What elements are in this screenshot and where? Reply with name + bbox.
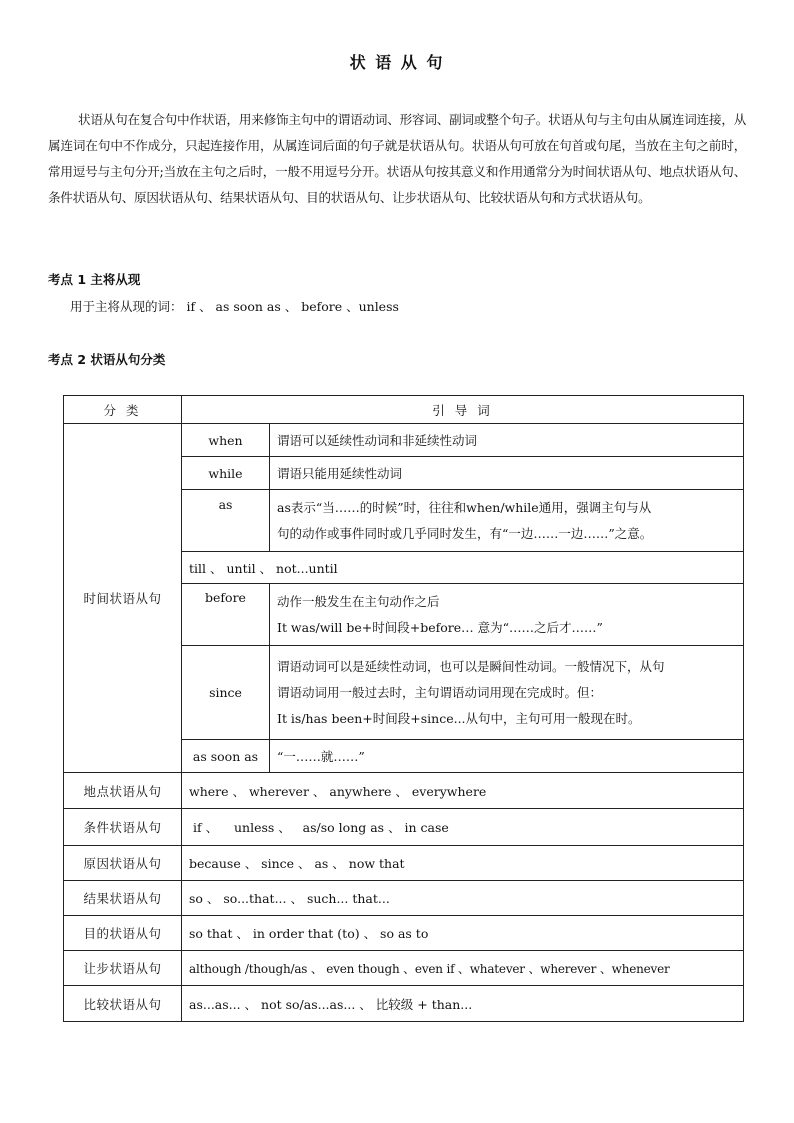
table-row — [64, 951, 744, 986]
desc-while: 谓语只能用延续性动词 — [270, 457, 744, 490]
section-1-title: 考点 1 主将从现 — [48, 272, 141, 287]
header-category: 分 类 — [64, 396, 182, 424]
category-condition: 条件状语从句 — [64, 809, 182, 846]
words-result: so 、 so...that... 、 such... that... — [182, 881, 744, 916]
category-time: 时间状语从句 — [64, 424, 182, 773]
category-place: 地点状语从句 — [64, 773, 182, 809]
desc-as — [270, 490, 744, 552]
table-row — [64, 916, 744, 951]
section-2-title: 考点 2 状语从句分类 — [48, 352, 166, 367]
word-while: while — [182, 457, 270, 490]
table-row — [64, 986, 744, 1022]
desc-since-line-3: It is/has been+时间段+since...从句中，主句可用一般现在时。 — [277, 710, 641, 726]
desc-when: 谓语可以延续性动词和非延续性动词 — [270, 424, 744, 457]
table-row — [64, 773, 744, 809]
words-comparison: as...as... 、 not so/as...as... 、 比较级 + than... — [182, 986, 744, 1022]
table-row — [64, 881, 744, 916]
words-place: where 、 wherever 、 anywhere 、 everywhere — [182, 773, 744, 809]
category-concession: 让步状语从句 — [64, 951, 182, 986]
desc-since-line-2: 谓语动词用一般过去时，主句谓语动词用现在完成时。但： — [277, 684, 603, 700]
desc-as-line-1: as表示“当……的时候”时，往往和when/while通用，强调主句与从 — [277, 499, 652, 515]
category-reason: 原因状语从句 — [64, 846, 182, 881]
desc-as-soon-as: “一……就……” — [270, 740, 744, 773]
table-row — [64, 846, 744, 881]
header-words: 引 导 词 — [182, 396, 744, 424]
clause-table — [63, 395, 744, 1022]
category-comparison: 比较状语从句 — [64, 986, 182, 1022]
desc-since — [270, 646, 744, 740]
word-as-soon-as: as soon as — [182, 740, 270, 773]
desc-before-line-1: 动作一般发生在主句动作之后 — [277, 593, 440, 609]
words-concession: although /though/as 、 even though 、even if 、whatever 、wherever 、whenever — [182, 951, 744, 986]
words-purpose: so that 、 in order that (to) 、 so as to — [182, 916, 744, 951]
words-reason: because 、 since 、 as 、 now that — [182, 846, 744, 881]
category-result: 结果状语从句 — [64, 881, 182, 916]
intro-paragraph: 状语从句在复合句中作状语，用来修饰主句中的谓语动词、形容词、副词或整个句子。状语从句与主句由从属连词连接，从属连词在句中不作成分，只起连接作用，从属连词后面的句子就是状语从句。状语从句可放在句首或句尾，当放在主句之前时，常用逗号与主句分开;当放在主句之后时，一般不用逗号分开。状语从句按其意义和作用通常分为时间状语从句、地点状语从句、条件状语从句、原因状语从句、结果状语从句、目的状语从句、让步状语从句、比较状语从句和方式状语从句。 — [48, 112, 746, 205]
table-row — [64, 424, 744, 457]
section-1-line: 用于主将从现的词： if 、 as soon as 、 before 、unless — [70, 299, 399, 314]
page-title: 状 语 从 句 — [349, 53, 445, 72]
word-as: as — [182, 490, 270, 552]
word-before: before — [182, 584, 270, 646]
desc-as-line-2: 句的动作或事件同时或几乎同时发生，有“一边……一边……”之意。 — [277, 525, 653, 541]
desc-before — [270, 584, 744, 646]
desc-since-line-1: 谓语动词可以是延续性动词，也可以是瞬间性动词。一般情况下，从句 — [277, 658, 665, 674]
word-since: since — [182, 646, 270, 740]
table-header-row — [64, 396, 744, 424]
category-purpose: 目的状语从句 — [64, 916, 182, 951]
word-when: when — [182, 424, 270, 457]
table-row — [64, 809, 744, 846]
words-till: till 、 until 、 not...until — [182, 552, 744, 584]
words-condition: if 、 unless 、 as/so long as 、 in case — [182, 809, 744, 846]
desc-before-line-2: It was/will be+时间段+before… 意为“……之后才……” — [277, 619, 603, 635]
